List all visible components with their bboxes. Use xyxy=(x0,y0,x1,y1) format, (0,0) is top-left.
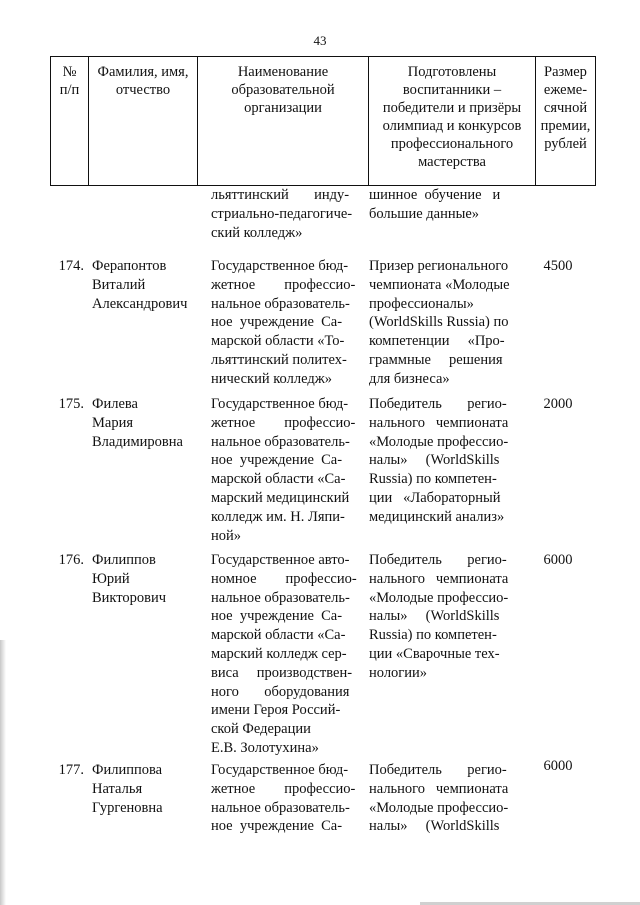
row-name: Филева Мария Владимировна xyxy=(92,396,183,450)
row-achievement: Победитель регио- нального чемпионата «Молодые профессио- налы» (WorldSkills xyxy=(369,762,509,835)
continuation-org: льяттинский инду- стриально-педагогиче- ский колледж» xyxy=(211,187,353,241)
row-name: Ферапонтов Виталий Александрович xyxy=(92,258,188,312)
row-achievement: Призер регионального чемпионата «Молодые профессионалы» (WorldSkills Russia) по компетенции «Про- граммные решения для бизнеса» xyxy=(369,258,510,387)
row-number: 174. xyxy=(58,258,84,274)
row-number: 176. xyxy=(58,552,84,568)
row-org: Государственное бюд- жетное профессио- нальное образователь- ное учреждение Са- xyxy=(211,762,356,835)
header-org-col: Наименование образовательной организации xyxy=(197,57,368,185)
header-achievement-col: Подготовлены воспитанники – победители и призёры олимпиад и конкурсов профессионального мастерства xyxy=(368,57,535,185)
row-name: Филиппова Наталья Гургеновна xyxy=(92,762,163,816)
row-org: Государственное бюд- жетное профессио- нальное образователь- ное учреждение Са- марской области «Са- марский медицинский колледж им. Н. Ляпи- ной» xyxy=(211,396,356,544)
row-org: Государственное бюд- жетное профессио- нальное образователь- ное учреждение Са- марской области «То- льяттинский политех- нический колледж» xyxy=(211,258,356,387)
row-name: Филиппов Юрий Викторович xyxy=(92,552,167,606)
row-achievement: Победитель регио- нального чемпионата «Молодые профессио- налы» (WorldSkills Russia) по компетен- ции «Лабораторный медицинский анализ» xyxy=(369,396,509,525)
row-number: 175. xyxy=(58,396,84,412)
header-name-col: Фамилия, имя, отчество xyxy=(88,57,197,185)
row-achievement: Победитель регио- нального чемпионата «Молодые профессио- налы» (WorldSkills Russia) по компетен- ции «Сварочные тех- нологии» xyxy=(369,552,509,681)
header-number-col: № п/п xyxy=(59,64,80,98)
row-number: 177. xyxy=(58,762,84,778)
scan-shadow xyxy=(0,640,6,905)
continuation-achievement: шинное обучение и большие данные» xyxy=(369,187,501,222)
page-number: 43 xyxy=(313,33,327,48)
row-org: Государственное авто- номное профессио- нальное образователь- ное учреждение Са- марской области «Са- марский колледж сер- виса производствен- ного оборудования имени Героя Россий- ской Федерации Е.В. Золотухина» xyxy=(211,552,357,756)
row-prize: 4500 xyxy=(543,258,573,274)
header-prize-col: Размер ежеме- сячной премии, рублей xyxy=(535,57,595,185)
row-prize: 6000 xyxy=(543,552,573,568)
row-prize: 2000 xyxy=(543,396,573,412)
table-header xyxy=(50,56,596,186)
row-prize: 6000 xyxy=(543,758,573,774)
